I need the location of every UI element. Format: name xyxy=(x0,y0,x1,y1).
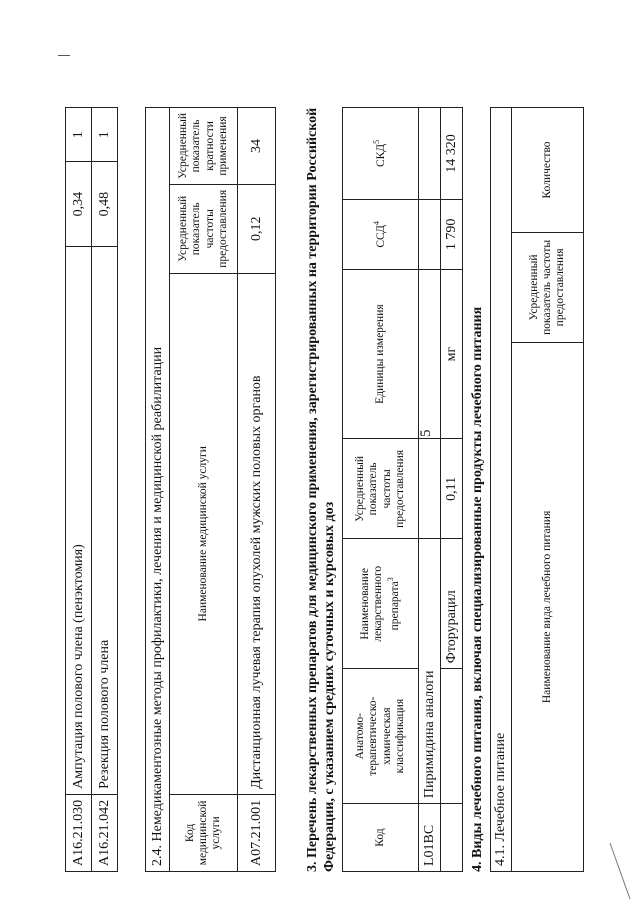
service-name: Резекция полового члена xyxy=(92,246,118,794)
table-row xyxy=(238,108,276,872)
subsection-row xyxy=(491,108,512,872)
header-ssd: ССД$^4$ xyxy=(343,199,419,269)
multiplicity-value: 1 xyxy=(92,108,118,162)
page-number: 5 xyxy=(418,429,434,437)
section-2-4-table xyxy=(145,107,276,872)
section-4-1-title: 4.1. Лечебное питание xyxy=(491,108,512,872)
header-atc: Анатомо-терапевтическо-химическая классификация xyxy=(343,669,419,804)
header-quantity: Количество xyxy=(512,108,584,233)
section-2-4-title: 2.4. Немедикаментозные методы профилактики, лечения и медицинской реабилитации xyxy=(146,108,170,872)
section-3-title: 3. Перечень лекарственных препаратов для медицинского применения, зарегистрированных на территории Российской Федерации, с указанием средних суточных и курсовых доз xyxy=(305,107,337,872)
rotated-content xyxy=(20,12,620,892)
header-nutrition-name: Наименование вида лечебного питания xyxy=(512,342,584,871)
header-row xyxy=(512,108,584,872)
frequency-value: 0,48 xyxy=(92,162,118,246)
header-row xyxy=(170,108,238,872)
header-units: Единицы измерения xyxy=(343,269,419,439)
page-fold-mark xyxy=(608,841,634,901)
units-value: мг xyxy=(441,269,463,439)
multiplicity-value: 34 xyxy=(238,108,276,185)
header-code: Код медицинской услуги xyxy=(170,794,238,871)
service-code: A16.21.042 xyxy=(92,794,118,871)
section-title-row xyxy=(146,108,170,872)
scan-mark xyxy=(58,55,70,56)
header-row xyxy=(343,108,419,872)
header-multiplicity: Усредненный показатель кратности применения xyxy=(170,108,238,185)
group-code: L01BC xyxy=(419,804,441,872)
service-code: A07.21.001 xyxy=(238,794,276,871)
table-row xyxy=(441,108,463,872)
service-name: Ампутация полового члена (пенэктомия) xyxy=(66,246,92,794)
group-atc: Пиримидина аналоги xyxy=(419,539,441,804)
group-row xyxy=(419,108,441,872)
table-row xyxy=(66,108,92,872)
service-code: A16.21.030 xyxy=(66,794,92,871)
section-4-title: 4. Виды лечебного питания, включая специализированные продукты лечебного питания xyxy=(470,306,485,872)
header-frequency: Усредненный показатель частоты предоставления xyxy=(512,232,584,342)
header-frequency: Усредненный показатель частоты предоставления xyxy=(170,184,238,273)
frequency-value: 0,34 xyxy=(66,162,92,246)
surgery-table xyxy=(65,107,118,872)
skd-value: 14 320 xyxy=(441,108,463,200)
header-name: Наименование медицинской услуги xyxy=(170,273,238,794)
service-name: Дистанционная лучевая терапия опухолей мужских половых органов xyxy=(238,273,276,794)
drugs-table xyxy=(342,107,463,872)
ssd-value: 1 790 xyxy=(441,199,463,269)
drug-name: Фторурацил xyxy=(441,539,463,669)
table-row xyxy=(92,108,118,872)
header-frequency: Усредненный показатель частоты предоставления xyxy=(343,439,419,539)
header-skd: СКД$^5$ xyxy=(343,108,419,200)
header-code: Код xyxy=(343,804,419,872)
frequency-value: 0,11 xyxy=(441,439,463,539)
multiplicity-value: 1 xyxy=(66,108,92,162)
frequency-value: 0,12 xyxy=(238,184,276,273)
nutrition-table xyxy=(490,107,584,872)
header-drug: Наименование лекарственного препарата$^3$ xyxy=(343,539,419,669)
